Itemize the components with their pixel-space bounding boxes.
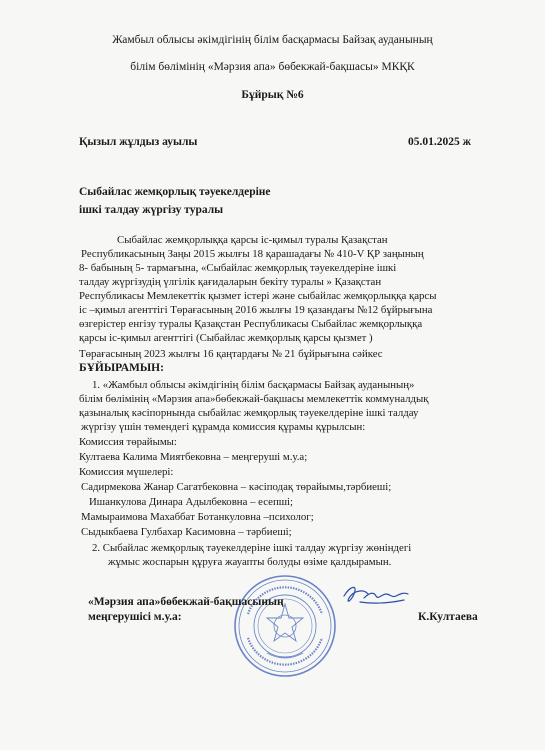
body-line-9: Төрағасының 2023 жылғы 16 қаңтардағы № 21 бұйрығына сәйкес: [79, 348, 383, 360]
members-label: Комиссия мүшелері:: [79, 466, 174, 478]
order-word: БҰЙЫРАМЫН:: [79, 362, 164, 374]
item1-line-2: білім бөлімінің «Мәрзия апа»бөбекжай-бақшасы мемлекеттік коммуналдық: [79, 393, 429, 405]
handwritten-signature: [340, 580, 410, 610]
place: Қызыл жұлдыз ауылы: [79, 136, 198, 148]
order-number: Бұйрық №6: [241, 89, 304, 101]
member-3: Мамырaимова Махаббат Ботанкуловна –психолог;: [81, 511, 314, 523]
member-4: Сыдыкбаева Гулбахар Касимовна – тәрбиеші;: [81, 526, 292, 538]
signature-title: меңгерушісі м.у.а:: [88, 611, 182, 623]
subject-line-2: ішкі талдау жүргізу туралы: [79, 204, 224, 216]
header-line-1: Жамбыл облысы әкімдігінің білім басқармасы Байзақ ауданының: [112, 34, 433, 46]
item2-line-1: 2. Сыбайлас жемқорлық тәуекелдеріне ішкі талдау жүргізу жөніндегі: [92, 542, 412, 554]
official-stamp: [232, 573, 338, 679]
body-line-5: Республикасы Мемлекеттік қызмет істері және сыбайлас жемқорлыққа қарсы: [79, 290, 437, 302]
body-line-4: талдау жүргізудің үлгілік қағидаларын бекіту туралы » Қазақстан: [79, 276, 382, 288]
signature-org: «Мәрзия апа»бөбекжай-бақшасының: [88, 596, 284, 608]
chair-name: Култаева Калима Миятбековна – меңгеруші м.у.а;: [79, 451, 308, 463]
chair-label: Комиссия төрайымы:: [79, 436, 177, 448]
item2-line-2: жұмыс жоспарын құруға жауапты болуды өзіме қалдырамын.: [108, 556, 392, 568]
date: 05.01.2025 ж: [408, 136, 471, 148]
body-line-3: 8- бабының 5- тармағына, «Сыбайлас жемқорлық тәуекелдеріне ішкі: [79, 262, 397, 274]
member-2: Ишанкулова Динара Адылбековна – есепші;: [89, 496, 294, 508]
signature-name: К.Култаева: [418, 611, 478, 623]
body-line-8: қарсы іс-қимыл агенттігі (Сыбайлас жемқорлық қарсы қызмет ): [79, 332, 373, 344]
item1-line-1: 1. «Жамбыл облысы әкімдігінің білім басқармасы Байзақ ауданының»: [92, 379, 415, 391]
body-line-7: өзгерістер енгізу туралы Қазақстан Республикасы Сыбайлас жемқорлыққа: [79, 318, 423, 330]
body-line-1: Сыбайлас жемқорлыққа қарсы іс-қимыл туралы Қазақстан: [117, 234, 388, 246]
item1-line-4: жүргізу үшін төмендегі құрамда комиссия құрамы құрылсын:: [81, 421, 366, 433]
body-line-2: Республикасының Заңы 2015 жылғы 18 қарашадағы № 410-V ҚР заңының: [81, 248, 424, 260]
body-line-6: іс –қимыл агенттігі Төрағасының 2016 жылғы 19 қазандағы №12 бұйрығына: [79, 304, 433, 316]
member-1: Садирмекова Жанар Сагатбековна – кәсіподақ төрайымы,тәрбиеші;: [81, 481, 392, 493]
item1-line-3: қазыналық кәсіпорнында сыбайлас жемқорлық тәуекелдеріне ішкі талдау: [79, 407, 419, 419]
subject-line-1: Сыбайлас жемқорлық тәуекелдеріне: [79, 186, 271, 198]
header-line-2: білім бөлімінің «Мәрзия апа» бөбекжай-бақшасы» МКҚК: [130, 61, 415, 73]
